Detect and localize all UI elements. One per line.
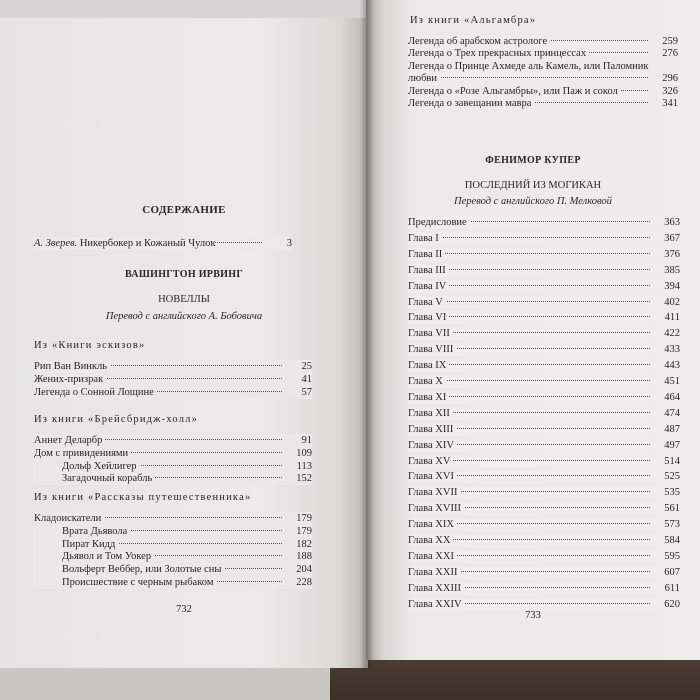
toc-entry	[408, 97, 678, 110]
toc-entry	[34, 447, 312, 460]
toc-entry	[34, 512, 312, 525]
toc-entry	[34, 386, 312, 399]
dot-leader	[408, 77, 648, 78]
toc-entry	[34, 460, 312, 473]
toc-entry-page: 41	[301, 373, 312, 385]
book-gutter	[360, 0, 374, 670]
toc-entry-page: 443	[664, 360, 680, 372]
alhambra-heading: Из книги «Альгамбра»	[410, 15, 537, 26]
section-heading: Из книги «Брейсбридж-холл»	[34, 414, 199, 425]
toc-entry	[408, 391, 680, 404]
toc-entry-title: Загадочный корабль	[62, 472, 155, 485]
subtitle-novels: НОВЕЛЛЫ	[158, 294, 210, 305]
toc-entry-title: Глава XII	[408, 407, 453, 420]
toc-entry	[408, 518, 680, 531]
toc-entry	[408, 248, 680, 261]
toc-entry	[408, 47, 678, 60]
toc-entry-title: Глава XIX	[408, 518, 457, 531]
toc-entry-title: Дом с привидениями	[34, 447, 131, 460]
toc-entry-title: Дьявол и Том Уокер	[62, 550, 154, 563]
toc-entry	[34, 434, 312, 447]
toc-entry-page: 402	[664, 296, 680, 308]
toc-entry-page: 152	[296, 473, 312, 485]
contents-title: СОДЕРЖАНИЕ	[142, 204, 226, 216]
toc-entry-title: Глава XXII	[408, 566, 460, 579]
page-number-left: 732	[176, 604, 192, 615]
toc-entry-page: 182	[296, 538, 312, 550]
toc-entry-title: Глава XIV	[408, 439, 457, 452]
toc-entry-title: Глава I	[408, 232, 442, 245]
toc-entry-page: 376	[664, 248, 680, 260]
toc-entry	[408, 455, 680, 468]
toc-entry-page: 363	[664, 217, 680, 228]
book-title: ПОСЛЕДНИЙ ИЗ МОГИКАН	[464, 180, 602, 191]
toc-entry-page: 367	[664, 232, 680, 244]
toc-entry-title: Глава XX	[408, 534, 453, 547]
toc-entry	[408, 486, 680, 499]
right-page	[366, 0, 700, 660]
toc-entry	[408, 296, 680, 309]
toc-entry	[408, 582, 680, 595]
toc-entry-page: 535	[664, 487, 680, 499]
toc-entry-page: 394	[664, 280, 680, 292]
toc-entry-page: 584	[664, 535, 680, 546]
toc-entry-title: Аннет Деларбр	[34, 434, 105, 447]
toc-entry-page: 422	[664, 328, 680, 340]
toc-entry	[408, 534, 680, 547]
section-heading: Из книги «Рассказы путешественника»	[34, 492, 252, 503]
toc-entry	[408, 359, 680, 372]
toc-entry-title: Глава XVII	[408, 486, 460, 499]
toc-entry	[34, 576, 312, 589]
toc-entry-title: Глава II	[408, 248, 445, 261]
toc-entry-page: 525	[664, 471, 680, 483]
toc-entry	[408, 423, 680, 436]
toc-entry-page: 451	[664, 376, 680, 387]
toc-entry	[408, 85, 678, 98]
toc-entry	[408, 375, 680, 388]
page-number-right: 733	[525, 610, 541, 621]
toc-entry	[34, 472, 312, 485]
toc-entry	[34, 360, 312, 373]
toc-entry-title: Глава VII	[408, 327, 453, 340]
toc-entry-title: Глава XVIII	[408, 502, 464, 515]
toc-entry-title: Глава VI	[408, 311, 449, 324]
toc-entry-page: 620	[664, 598, 680, 610]
toc-entry-page: 91	[301, 435, 312, 446]
toc-entry-page: 411	[664, 312, 680, 324]
toc-entry-title: Легенда о Принце Ахмеде аль Камель, или Паломник	[408, 60, 652, 73]
toc-entry	[34, 563, 312, 576]
toc-entry-title: Глава XXI	[408, 550, 457, 563]
translator-right: Перевод с английского П. Мелковой	[454, 196, 612, 207]
toc-entry-title: Предисловие	[408, 216, 470, 229]
toc-entry-page: 113	[296, 460, 312, 472]
toc-entry	[408, 502, 680, 515]
toc-entry	[408, 72, 678, 85]
toc-entry	[408, 60, 678, 73]
toc-entry-page: 611	[664, 582, 680, 594]
toc-entry-title: Легенда о Сонной Лощине	[34, 386, 157, 399]
translator-left: Перевод с английского А. Бобовича	[105, 311, 263, 322]
left-page	[0, 18, 368, 668]
toc-entry-title: Глава VIII	[408, 343, 456, 356]
toc-entry-page: 595	[664, 550, 680, 562]
toc-entry-title: Глава XVI	[408, 470, 457, 483]
toc-entry-page: 464	[664, 391, 680, 403]
toc-entry-title: Пират Кидд	[62, 538, 118, 551]
toc-entry-title: Происшествие с черным рыбаком	[62, 576, 216, 589]
toc-entry-page: 433	[664, 344, 680, 356]
toc-entry-page: 385	[664, 264, 680, 276]
toc-entry-title: Глава V	[408, 296, 446, 309]
toc-entry	[34, 538, 312, 551]
toc-entry-page: 204	[296, 564, 312, 576]
toc-entry-page: 179	[296, 513, 312, 524]
toc-entry	[408, 598, 680, 611]
toc-entry	[34, 525, 312, 538]
toc-entry-title: Глава XXIII	[408, 582, 464, 595]
toc-entry-page: 514	[664, 455, 680, 467]
toc-entry-title: Глава III	[408, 264, 449, 277]
toc-entry-page: 341	[662, 98, 678, 109]
toc-entry-page: 276	[662, 48, 678, 60]
author-cooper: ФЕНИМОР КУПЕР	[485, 155, 581, 166]
toc-entry-title: Дольф Хейлигер	[62, 460, 140, 473]
toc-entry-title: Легенда о Трех прекрасных принцессах	[408, 47, 589, 60]
toc-entry-title: Кладоискатели	[34, 512, 104, 525]
toc-entry	[408, 470, 680, 483]
toc-entry-page: 109	[296, 447, 312, 459]
toc-entry	[408, 327, 680, 340]
toc-entry-title: Глава IV	[408, 280, 449, 293]
toc-entry	[408, 311, 680, 324]
toc-entry-title: Глава XI	[408, 391, 449, 404]
intro-entry	[34, 237, 292, 250]
toc-entry-title: Глава XIII	[408, 423, 456, 436]
toc-entry-title: любви	[408, 72, 440, 85]
toc-entry	[408, 216, 680, 229]
toc-entry	[34, 373, 312, 386]
toc-entry-title: Вольферт Веббер, или Золотые сны	[62, 563, 224, 576]
author-irving: ВАШИНГТОН ИРВИНГ	[124, 269, 244, 280]
toc-entry-page: 25	[301, 361, 312, 372]
toc-entry-title: Глава XXIV	[408, 598, 465, 611]
intro-text: Никербокер и Кожаный Чулок	[79, 238, 216, 249]
toc-entry-title: Легенда о завещании мавра	[408, 97, 534, 110]
toc-entry-title: Жених-призрак	[34, 373, 106, 386]
toc-entry	[408, 550, 680, 563]
toc-entry-page: 188	[296, 551, 312, 563]
toc-entry	[408, 407, 680, 420]
toc-entry	[408, 566, 680, 579]
toc-entry-page: 487	[664, 423, 680, 435]
toc-entry-title: Глава X	[408, 375, 446, 388]
toc-entry	[34, 550, 312, 563]
toc-entry-page: 259	[662, 36, 678, 47]
toc-entry-page: 497	[664, 439, 680, 451]
toc-entry-title: Глава XV	[408, 455, 453, 468]
dot-leader	[408, 237, 650, 238]
toc-entry	[408, 439, 680, 452]
toc-entry-title: Рип Ван Винкль	[34, 360, 110, 373]
intro-author: А. Зверев.	[34, 238, 78, 249]
toc-entry-page: 228	[296, 577, 312, 588]
toc-entry	[408, 280, 680, 293]
toc-entry	[408, 35, 678, 48]
toc-entry-page: 573	[664, 519, 680, 531]
toc-entry-page: 561	[664, 503, 680, 515]
toc-entry	[408, 264, 680, 277]
toc-entry	[408, 343, 680, 356]
toc-entry-title: Глава IX	[408, 359, 449, 372]
section-heading: Из «Книги эскизов»	[34, 340, 146, 351]
toc-entry-page: 57	[301, 386, 312, 398]
toc-entry-page: 607	[664, 566, 680, 578]
toc-entry-title: Врата Дьявола	[62, 525, 130, 538]
toc-entry-title: Легенда об арабском астрологе	[408, 35, 550, 48]
toc-entry-title: Легенда о «Розе Альгамбры», или Паж и сокол	[408, 85, 621, 98]
toc-entry-page: 474	[664, 407, 680, 419]
toc-entry-page: 179	[296, 525, 312, 537]
toc-entry-page: 296	[662, 73, 678, 85]
toc-entry	[408, 232, 680, 245]
intro-page: 3	[286, 238, 292, 249]
toc-entry-page: 326	[662, 85, 678, 97]
